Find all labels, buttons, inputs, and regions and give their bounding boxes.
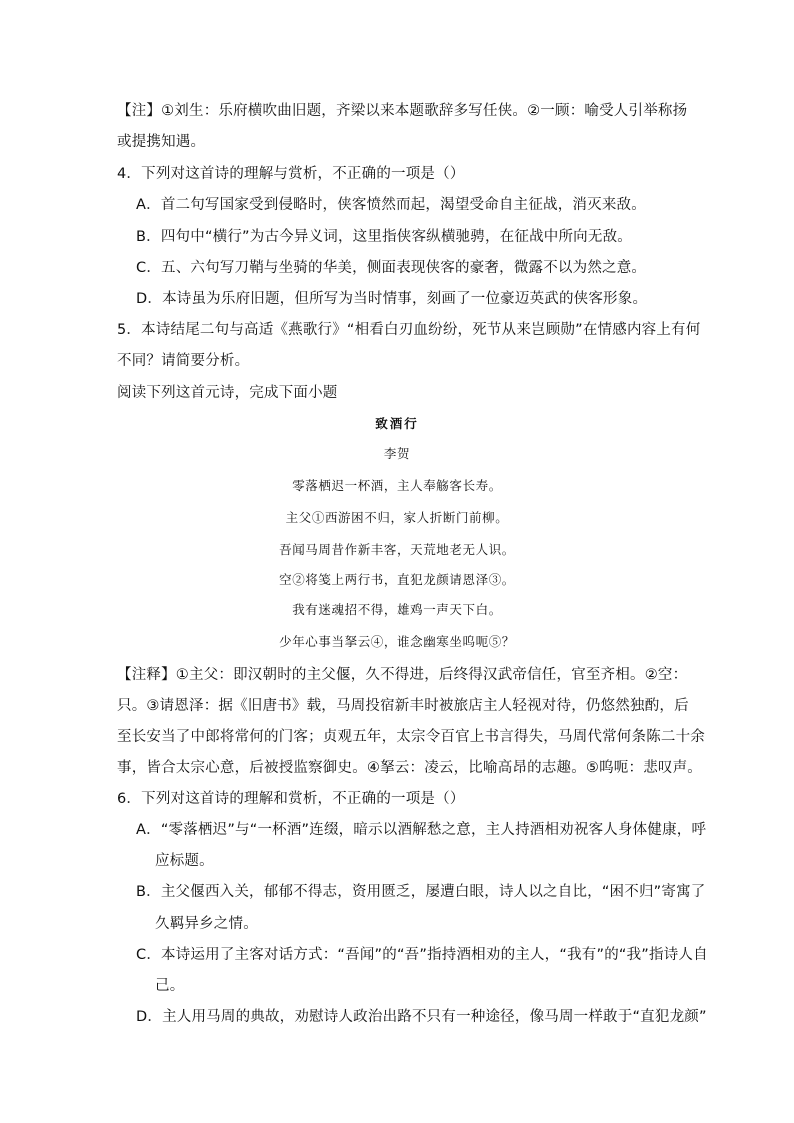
annotation-line-4: 事，皆合太宗心意，后被授监察御史。④拏云：凌云，比喻高昂的志趣。⑤呜呃：悲叹声。 (117, 760, 702, 776)
question-6-option-a-line-2: 应标题。 (155, 853, 214, 869)
question-5-line-1: 5．本诗结尾二句与高适《燕歌行》“相看白刃血纷纷，死节从来岂顾勋”在情感内容上有何 (117, 322, 701, 338)
poem-line-6: 少年心事当拏云④，谁念幽寒坐呜呃⑤？ (279, 634, 515, 649)
question-4-option-b: B．四句中“横行”为古今异义词，这里指侠客纵横驰骋，在征战中所向无敌。 (136, 229, 632, 245)
question-6-option-a-line-1: A．“零落栖迟”与“一杯酒”连缀，暗示以酒解愁之意，主人持酒相劝祝客人身体健康，呼 (136, 822, 707, 838)
question-6-option-b-line-1: B．主父偃西入关，郁郁不得志，资用匮乏，屡遭白眼，诗人以之自比，“困不归”寄寓了 (136, 884, 706, 900)
question-6-option-c-line-1: C．本诗运用了主客对话方式：“吾闻”的“吾”指持酒相劝的主人，“我有”的“我”指诗人自 (136, 947, 708, 963)
poem-line-4: 空②将笺上两行书，直犯龙颜请恩泽③。 (279, 572, 515, 587)
annotation-line-3: 至长安当了中郎将常何的门客；贞观五年，太宗令百官上书言得失，马周代常何条陈二十余 (117, 729, 705, 745)
question-6-stem: 6．下列对这首诗的理解和赏析，不正确的一项是（） (117, 791, 465, 807)
poem-title: 致酒行 (375, 416, 419, 431)
reading-intro: 阅读下列这首元诗，完成下面小题 (117, 385, 338, 401)
question-4-option-d: D．本诗虽为乐府旧题，但所写为当时情事，刻画了一位豪迈英武的侠客形象。 (136, 291, 648, 307)
poem-line-2: 主父①西游困不归，家人折断门前柳。 (285, 510, 509, 525)
note-1-line-1: 【注】①刘生：乐府横吹曲旧题，齐梁以来本题歌辞多写任侠。②一顾：喻受人引举称扬 (117, 103, 688, 119)
question-6-option-c-line-2: 己。 (155, 978, 185, 994)
poem-author: 李贺 (383, 446, 411, 461)
question-4-option-a: A．首二句写国家受到侵略时，侠客愤然而起，渴望受命自主征战，消灭来敌。 (136, 197, 646, 213)
question-6-option-d-line-1: D．主人用马周的典故，劝慰诗人政治出路不只有一种途径，像马周一样敢于“直犯龙颜” (136, 1009, 707, 1025)
annotation-line-1: 【注释】①主父：即汉朝时的主父偃，久不得进，后终得汉武帝信任，官至齐相。②空： (117, 667, 688, 683)
note-1-line-2: 或提携知遇。 (117, 134, 206, 150)
poem-line-3: 吾闻马周昔作新丰客，天荒地老无人识。 (279, 542, 515, 557)
annotation-line-2: 只。③请恩泽：据《旧唐书》载，马周投宿新丰时被旅店主人轻视对待，仍悠然独酌，后 (117, 698, 689, 714)
question-5-line-2: 不同？请简要分析。 (117, 353, 250, 369)
question-4-stem: 4．下列对这首诗的理解与赏析，不正确的一项是（） (117, 166, 465, 182)
poem-line-5: 我有迷魂招不得，雄鸡一声天下白。 (292, 602, 502, 617)
question-6-option-b-line-2: 久羁异乡之情。 (155, 916, 258, 932)
poem-line-1: 零落栖迟一杯酒，主人奉觞客长寿。 (292, 478, 502, 493)
question-4-option-c: C．五、六句写刀鞘与坐骑的华美，侧面表现侠客的豪奢，微露不以为然之意。 (136, 260, 647, 276)
